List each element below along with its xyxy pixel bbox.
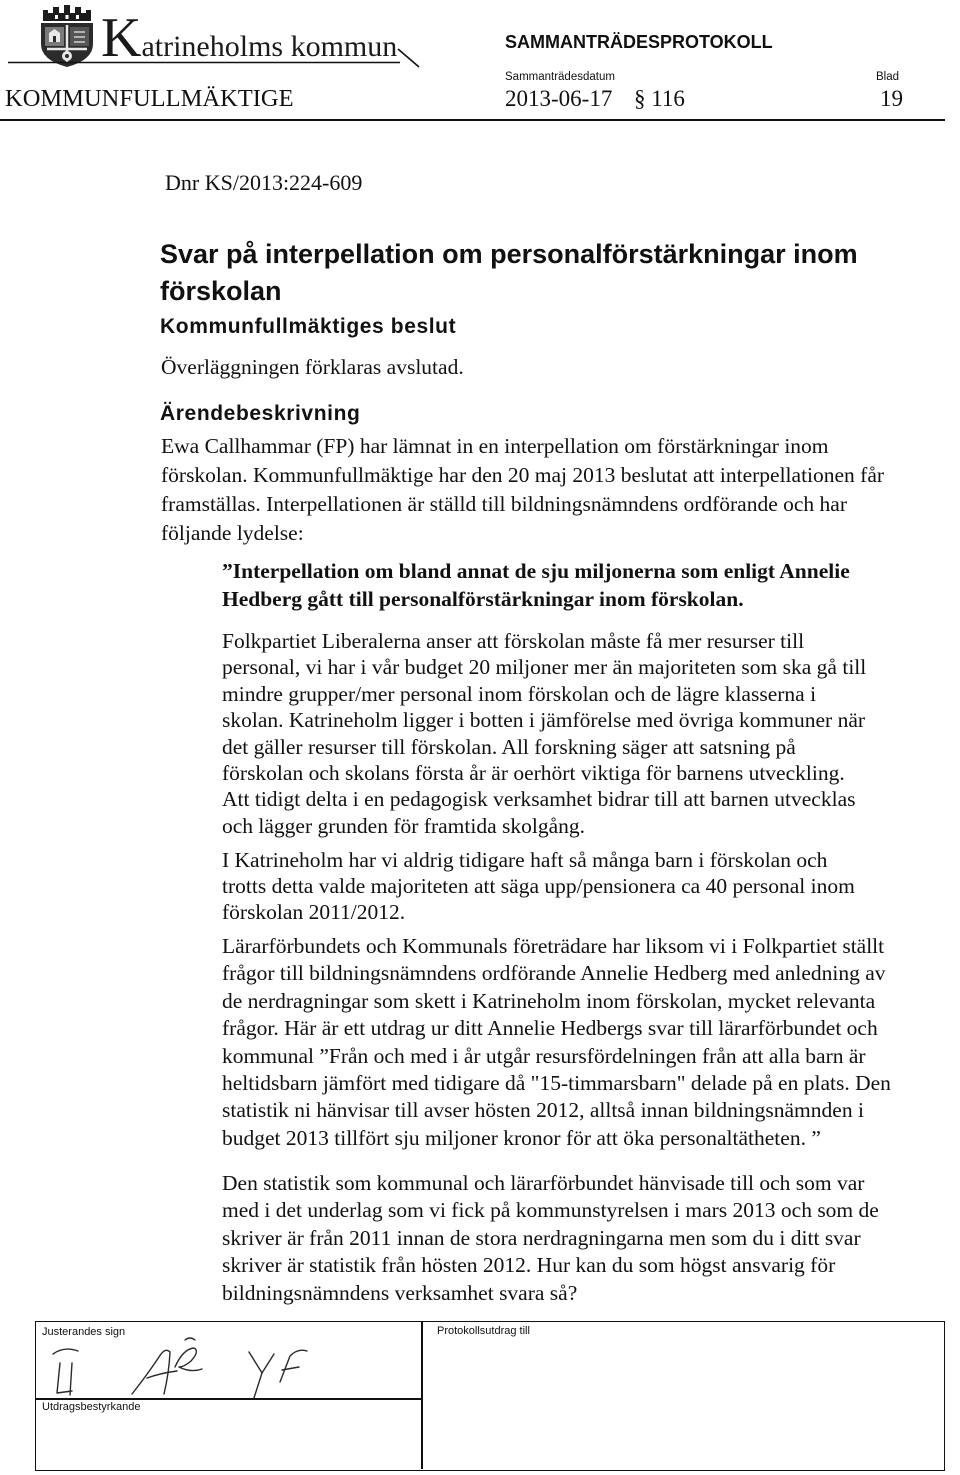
text-line: Svar på interpellation om personalförstärkningar inom [160, 239, 858, 269]
adjuster-signature-label: Justerandes sign [42, 1326, 126, 1338]
text-line: Ewa Callhammar (FP) har lämnat in en interpellation om förstärkningar inom [161, 434, 829, 458]
text-line: framställas. Interpellationen är ställd till bildningsnämndens ordförande och har [161, 492, 848, 516]
text-line: I Katrineholm har vi aldrig tidigare haft så många barn i förskolan och [222, 848, 828, 872]
text-line: mindre grupper/mer personal inom förskolan och de lägre klasserna i [222, 681, 817, 706]
text-line: förskolan. Kommunfullmäktige har den 20 maj 2013 beslutat att interpellationen får [161, 463, 885, 487]
decision-heading: Kommunfullmäktiges beslut [160, 315, 457, 338]
text-line: de nerdragningar som skett i Katrineholm inom förskolan, mycket relevanta [222, 988, 876, 1013]
case-number: Dnr KS/2013:224-609 [165, 170, 363, 195]
text-line: trotts detta valde majoriteten att säga upp/pensionera ca 40 personal inom [222, 874, 855, 898]
interpellation-paragraph-4 [222, 1170, 879, 1307]
text-line: Den statistik som kommunal och lärarförbundet hänvisade till och som var [222, 1171, 865, 1195]
text-line: förskolan och skolans första år är oerhört viktiga för barnens utveckling. [222, 761, 845, 786]
text-line: följande lydelse: [161, 521, 304, 545]
decision-text: Överläggningen förklaras avslutad. [161, 355, 464, 379]
extract-certification-label: Utdragsbestyrkande [42, 1401, 141, 1413]
text-line: förskolan [160, 276, 282, 306]
governing-body: KOMMUNFULLMÄKTIGE [5, 85, 294, 112]
handwritten-signature-initials [36, 1322, 422, 1398]
logo-underline [0, 0, 430, 75]
text-line: frågor. Här är ett utdrag ur ditt Annelie Hedbergs svar till lärarförbundet och [222, 1016, 878, 1041]
header-divider [0, 119, 945, 121]
text-line: frågor till bildningsnämndens ordförande Annelie Hedberg med anledning av [222, 961, 886, 986]
meeting-date-label: Sammanträdesdatum [505, 71, 615, 83]
text-line: bildningsnämndens verksamhet svara så? [222, 1280, 578, 1305]
interpellation-heading [222, 557, 850, 613]
text-line: med i det underlag som vi fick på kommunstyrelsen i mars 2013 och som de [222, 1198, 879, 1223]
text-line: skriver är från 2011 innan de stora nerdragningarna men som du i ditt svar [222, 1225, 861, 1250]
signature-footer [35, 1321, 945, 1471]
text-line: ”Interpellation om bland annat de sju miljonerna som enligt Annelie [222, 559, 850, 583]
interpellation-paragraph-3 [222, 933, 891, 1152]
description-paragraph [161, 432, 884, 548]
extract-recipients-label: Protokollsutdrag till [437, 1325, 530, 1337]
page-number: 19 [880, 86, 903, 111]
meeting-date: 2013-06-17 [505, 86, 613, 111]
text-line: skolan. Katrineholm ligger i botten i jämförelse med övriga kommuner när [222, 708, 866, 733]
text-line: skriver är statistik från hösten 2012. Hur kan du som högst ansvarig för [222, 1253, 836, 1278]
footer-horizontal-divider [36, 1398, 422, 1400]
page-number-label: Blad [876, 71, 900, 83]
text-line: Folkpartiet Liberalerna anser att förskolan måste få mer resurser till [222, 629, 805, 653]
page-title [160, 236, 858, 310]
document-type: SAMMANTRÄDESPROTOKOLL [505, 32, 773, 52]
text-line: personal, vi har i vår budget 20 miljoner mer än majoriteten som ska gå till [222, 655, 867, 680]
text-line: Att tidigt delta i en pedagogisk verksamhet bidrar till att barnen utvecklas [222, 787, 856, 812]
description-heading: Ärendebeskrivning [160, 402, 361, 425]
text-line: Lärarförbundets och Kommunals företrädare har liksom vi i Folkpartiet ställt [222, 934, 885, 958]
municipality-name: Katrineholms kommun [101, 7, 398, 69]
interpellation-paragraph-1 [222, 628, 866, 839]
text-line: Hedberg gått till personalförstärkningar inom förskolan. [222, 587, 744, 611]
text-line: budget 2013 tillfört sju miljoner kronor för att öka personaltätheten. ” [222, 1125, 821, 1150]
text-line: statistik ni hänvisar till avser hösten 2012, alltså innan bildningsnämnden i [222, 1098, 864, 1123]
text-line: heltidsbarn jämfört med tidigare då "15-timmarsbarn" delade på en plats. Den [222, 1071, 891, 1096]
text-line: och lägger grunden för framtida skolgång. [222, 813, 585, 838]
section-number: § 116 [634, 86, 685, 111]
text-line: förskolan 2011/2012. [222, 900, 406, 924]
text-line: kommunal ”Från och med i år utgår resursfördelningen från att alla barn är [222, 1043, 866, 1068]
interpellation-paragraph-2 [222, 847, 855, 925]
text-line: det gäller resurser till förskolan. All forskning säger att satsning på [222, 734, 796, 759]
